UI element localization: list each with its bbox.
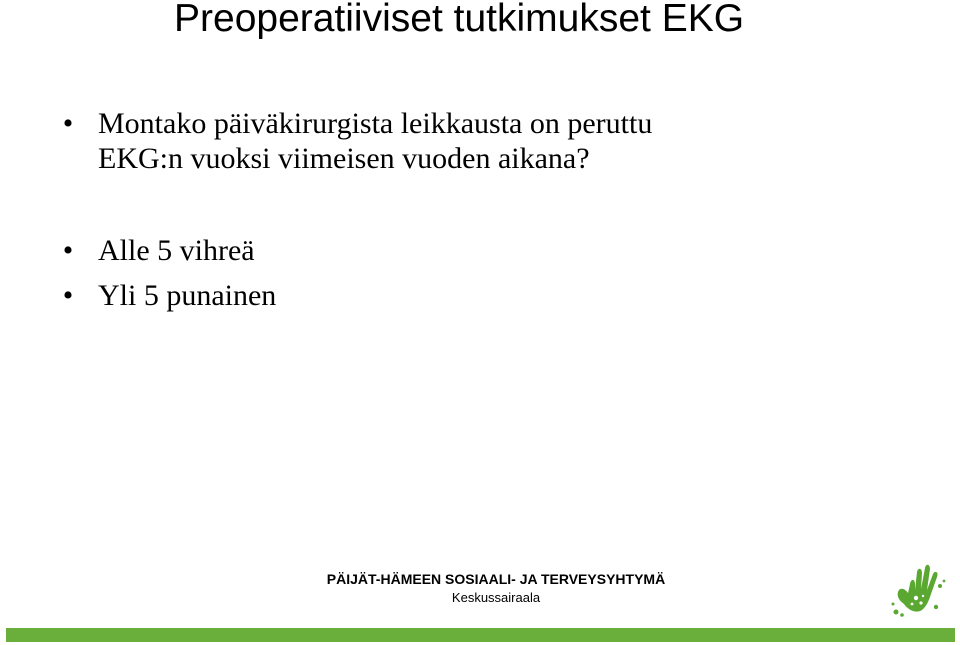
slide-title: Preoperatiiviset tutkimukset EKG [174, 0, 745, 40]
footer-green-bar [6, 628, 955, 642]
bullet-list [58, 106, 738, 313]
bullet-item-red [58, 278, 738, 313]
bullet-text: Montako päiväkirurgista leikkausta on peruttu EKG:n vuoksi viimeisen vuoden aikana? [98, 107, 653, 175]
footer-unit: Keskussairaala [451, 590, 541, 605]
bullet-marker: • [62, 279, 74, 312]
bullet-marker: • [62, 234, 74, 267]
footer-organization: PÄIJÄT-HÄMEEN SOSIAALI- JA TERVEYSYHTYMÄ [326, 571, 666, 587]
green-hand-logo-icon [890, 560, 948, 618]
bullet-marker: • [62, 107, 74, 140]
bullet-item-green [58, 233, 738, 268]
bullet-text: Alle 5 vihreä [98, 234, 255, 267]
bullet-text: Yli 5 punainen [98, 279, 277, 312]
bullet-item-question [58, 106, 738, 176]
